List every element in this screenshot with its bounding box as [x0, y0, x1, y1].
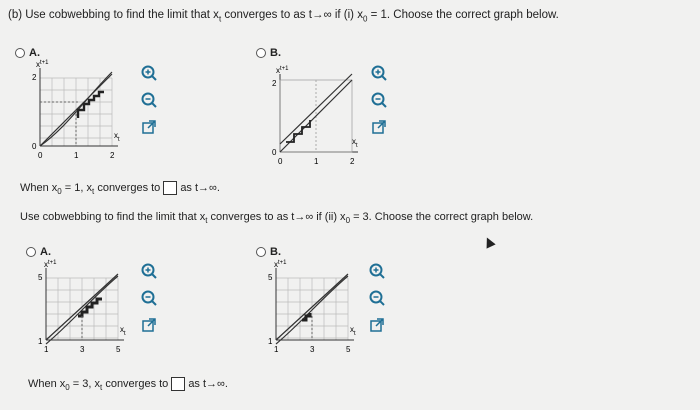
zoom-in-icon[interactable]: [370, 64, 388, 82]
part-b-title: (b) Use cobwebbing to find the limit that $x_t$ converges to as t→∞ if (i) $x_0 = 1$. Choose the correct graph below.: [8, 9, 559, 24]
svg-text:2: 2: [32, 73, 37, 82]
cobweb-path: [286, 120, 310, 142]
q1-answer-statement: When $x_0 = 1$, $x_t$ converges to as t→∞.: [20, 181, 220, 197]
svg-text:xt: $x_t$: [352, 137, 358, 149]
svg-text:xt+1: $x^{t+1}$: [274, 260, 287, 269]
svg-text:2: 2: [272, 79, 277, 88]
radio-button[interactable]: [15, 48, 25, 58]
svg-text:3: 3: [80, 345, 85, 354]
svg-text:xt: $x_t$: [350, 325, 356, 337]
zoom-in-icon[interactable]: [140, 64, 158, 82]
zoom-out-icon[interactable]: [140, 91, 158, 109]
svg-text:xt: $x_t$: [120, 325, 126, 337]
svg-text:xt+1: $x^{t+1}$: [276, 66, 289, 75]
zoom-in-icon[interactable]: [368, 262, 386, 280]
open-external-icon[interactable]: [368, 316, 386, 334]
radio-button[interactable]: [256, 48, 266, 58]
svg-text:5: 5: [268, 273, 273, 282]
q1-option-b[interactable]: B.: [256, 44, 281, 62]
radio-button[interactable]: [256, 247, 266, 257]
svg-text:5: 5: [346, 345, 351, 354]
zoom-in-icon[interactable]: [140, 262, 158, 280]
svg-text:2: 2: [350, 157, 355, 166]
svg-text:5: 5: [38, 273, 43, 282]
svg-text:3: 3: [310, 345, 315, 354]
svg-text:0: 0: [278, 157, 283, 166]
svg-text:1: 1: [274, 345, 279, 354]
open-external-icon[interactable]: [140, 118, 158, 136]
svg-text:0: 0: [38, 151, 43, 160]
svg-text:5: 5: [116, 345, 121, 354]
svg-text:xt: $x_t$: [114, 131, 120, 143]
svg-text:1: 1: [38, 337, 43, 346]
svg-text:0: 0: [272, 148, 277, 157]
svg-text:1: 1: [314, 157, 319, 166]
q1-a-toolbar: [140, 64, 164, 145]
q2-b-toolbar: [368, 262, 392, 343]
open-external-icon[interactable]: [370, 118, 388, 136]
open-external-icon[interactable]: [140, 316, 158, 334]
svg-text:xt+1: $x^{t+1}$: [44, 260, 57, 269]
mouse-cursor-icon: [482, 235, 495, 248]
svg-text:1: 1: [74, 151, 79, 160]
svg-text:1: 1: [44, 345, 49, 354]
radio-button[interactable]: [26, 247, 36, 257]
svg-text:1: 1: [268, 337, 273, 346]
q1-b-toolbar: [370, 64, 394, 145]
graph-q1-b: [266, 64, 376, 170]
zoom-out-icon[interactable]: [368, 289, 386, 307]
svg-text:2: 2: [110, 151, 115, 160]
graph-q1-a: [26, 58, 136, 164]
q2-option-a[interactable]: A.: [26, 243, 51, 261]
zoom-out-icon[interactable]: [370, 91, 388, 109]
graph-q2-a: [30, 258, 140, 358]
q2-answer-statement: When $x_0 = 3$, $x_t$ converges to as t→∞.: [28, 377, 228, 393]
zoom-out-icon[interactable]: [140, 289, 158, 307]
q1-option-a[interactable]: A.: [15, 44, 40, 62]
q2-a-toolbar: [140, 262, 164, 343]
q2-answer-input[interactable]: [171, 377, 185, 391]
q2-option-b[interactable]: B.: [256, 243, 281, 261]
graph-q2-b: [260, 258, 370, 358]
svg-text:xt+1: $x^{t+1}$: [36, 60, 49, 69]
q2-prompt: Use cobwebbing to find the limit that $x_t$ converges to as t→∞ if (ii) $x_0 = 3$. Choose the correct graph below.: [20, 211, 534, 226]
q1-answer-input[interactable]: [163, 181, 177, 195]
svg-text:0: 0: [32, 142, 37, 151]
